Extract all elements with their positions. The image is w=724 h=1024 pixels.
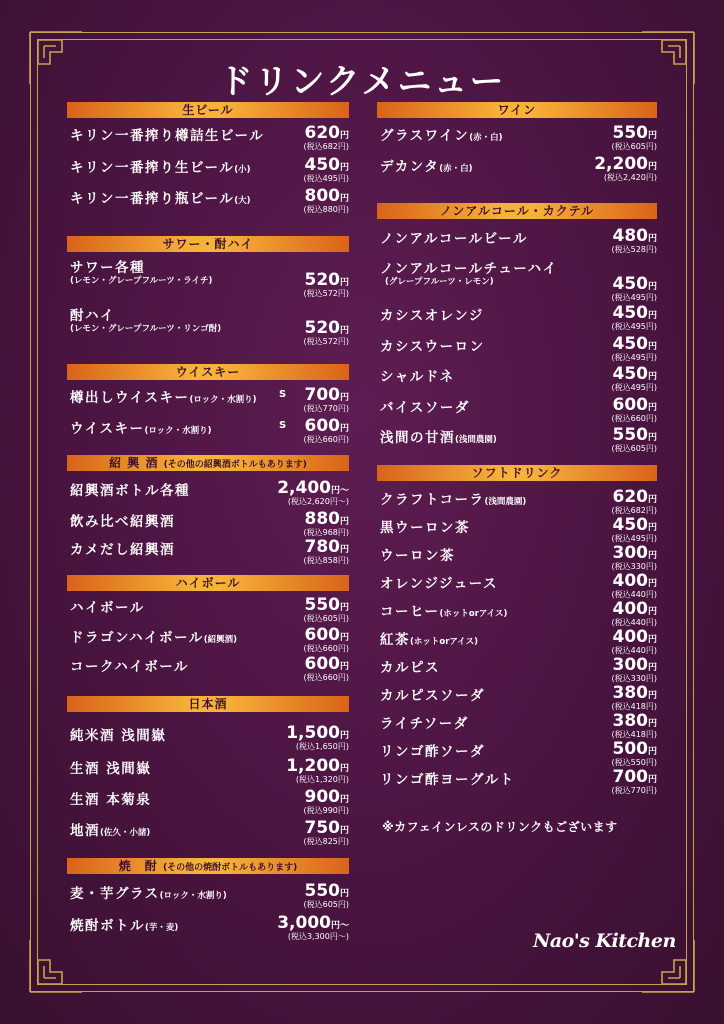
item-tax: (税込418円)	[611, 730, 657, 739]
section-sake	[67, 696, 349, 846]
item-name: グラスワイン(赤・白)	[380, 128, 503, 144]
item-tax: (税込418円)	[611, 702, 657, 711]
item-name: キリン一番搾り生ビール(小)	[70, 160, 251, 176]
item-tax: (税込880円)	[303, 205, 349, 214]
item-tax: (税込660円)	[303, 435, 349, 444]
item-price: 300円	[612, 655, 657, 675]
section-shaoxing	[67, 455, 349, 565]
section-header: ソフトドリンク	[377, 465, 657, 481]
item-price: 2,200円	[594, 154, 657, 174]
item-name: ノンアルコールビール	[380, 231, 528, 247]
item-tax: (税込3,300円〜)	[287, 932, 349, 941]
item-name: 紅茶(ホットorアイス)	[380, 632, 478, 648]
item-name: 樽出しウイスキー(ロック・水割り)	[70, 390, 257, 406]
item-tax: (税込858円)	[303, 556, 349, 565]
item-name: サワー各種	[70, 260, 145, 276]
item-price: 600円	[612, 395, 657, 415]
section-header: 生ビール	[67, 102, 349, 118]
section-header: ワイン	[377, 102, 657, 118]
item-name: カメだし紹興酒	[70, 542, 175, 558]
item-price: 700円	[612, 767, 657, 787]
section-shochu	[67, 858, 349, 941]
item-tax: (税込605円)	[303, 900, 349, 909]
item-name: 黒ウーロン茶	[380, 520, 470, 536]
item-tax: (税込572円)	[303, 337, 349, 346]
item-price: 400円	[612, 599, 657, 619]
item-name: カシスウーロン	[380, 339, 485, 355]
item-name: シャルドネ	[380, 369, 455, 385]
section-non-alcohol	[377, 203, 657, 453]
item-price: 1,200円	[286, 756, 349, 776]
item-tax: (税込682円)	[303, 142, 349, 151]
item-price: 400円	[612, 571, 657, 591]
item-tax: (税込330円)	[611, 674, 657, 683]
item-price: 3,000円〜	[277, 913, 349, 933]
caffeine-free-note: ※カフェインレスのドリンクもございます	[382, 820, 618, 834]
section-wine	[377, 102, 657, 182]
item-name: 浅間の甘酒(浅間農園)	[380, 430, 497, 446]
item-name: クラフトコーラ(浅間農園)	[380, 492, 527, 508]
item-tax: (税込440円)	[611, 618, 657, 627]
item-price: 500円	[612, 739, 657, 759]
item-name: 生酒 浅間嶽	[70, 761, 152, 777]
item-name: 紹興酒ボトル各種	[70, 483, 190, 499]
item-name: 純米酒 浅間嶽	[70, 728, 167, 744]
item-price: 400円	[612, 627, 657, 647]
item-tax: (税込440円)	[611, 646, 657, 655]
item-price: 550円	[612, 425, 657, 445]
item-price: 450円	[612, 515, 657, 535]
item-tax: (税込660円)	[611, 414, 657, 423]
item-name: カシスオレンジ	[380, 308, 484, 324]
item-price: 700円	[304, 385, 349, 405]
item-tax: (税込605円)	[611, 142, 657, 151]
brand-logo: Nao's Kitchen	[533, 930, 676, 952]
item-name: キリン一番搾り瓶ビール(大)	[70, 191, 251, 207]
item-name: 酎ハイ	[70, 308, 115, 324]
size-mark: S	[279, 420, 287, 431]
item-sub: (グレープフルーツ・レモン)	[385, 277, 494, 287]
item-price: 450円	[612, 303, 657, 323]
item-name: ウイスキー(ロック・水割り)	[70, 421, 212, 437]
item-price: 750円	[304, 818, 349, 838]
section-header: ウイスキー	[67, 364, 349, 380]
item-tax: (税込330円)	[611, 562, 657, 571]
item-tax: (税込660円)	[303, 673, 349, 682]
item-name: カルピス	[380, 660, 440, 676]
section-sour	[67, 236, 349, 346]
item-name: ウーロン茶	[380, 548, 455, 564]
item-name: 焼酎ボトル(芋・麦)	[70, 918, 179, 934]
item-tax: (税込495円)	[611, 353, 657, 362]
item-name: デカンタ(赤・白)	[380, 159, 473, 175]
item-price: 600円	[304, 416, 349, 436]
item-tax: (税込495円)	[303, 174, 349, 183]
item-tax: (税込968円)	[303, 528, 349, 537]
item-tax: (税込572円)	[303, 289, 349, 298]
section-header: 日本酒	[67, 696, 349, 712]
item-name: リンゴ酢ソーダ	[380, 744, 485, 760]
item-price: 450円	[304, 155, 349, 175]
item-price: 550円	[304, 595, 349, 615]
page-title: ドリンクメニュー	[218, 62, 506, 102]
item-name: リンゴ酢ヨーグルト	[380, 772, 515, 788]
item-tax: (税込1,650円)	[295, 742, 349, 751]
item-price: 550円	[304, 881, 349, 901]
item-tax: (税込495円)	[611, 534, 657, 543]
item-tax: (税込990円)	[303, 806, 349, 815]
item-price: 380円	[612, 683, 657, 703]
item-tax: (税込550円)	[611, 758, 657, 767]
item-tax: (税込495円)	[611, 293, 657, 302]
item-tax: (税込605円)	[303, 614, 349, 623]
item-tax: (税込1,320円)	[295, 775, 349, 784]
item-price: 600円	[304, 625, 349, 645]
section-header: 紹 興 酒 (その他の紹興酒ボトルもあります)	[67, 455, 349, 471]
item-price: 520円	[304, 318, 349, 338]
item-tax: (税込770円)	[611, 786, 657, 795]
item-price: 450円	[612, 364, 657, 384]
item-price: 520円	[304, 270, 349, 290]
item-name: ハイボール	[70, 600, 145, 616]
item-name: カルピスソーダ	[380, 688, 485, 704]
item-price: 480円	[612, 226, 657, 246]
item-price: 620円	[304, 123, 349, 143]
item-price: 550円	[612, 123, 657, 143]
item-name: 生酒 本菊泉	[70, 792, 152, 808]
item-name: 麦・芋グラス(ロック・水割り)	[70, 886, 227, 902]
item-name: コークハイボール	[70, 659, 189, 675]
item-tax: (税込2,420円)	[603, 173, 657, 182]
item-tax: (税込440円)	[611, 590, 657, 599]
item-tax: (税込495円)	[611, 322, 657, 331]
section-soft-drinks	[377, 465, 657, 795]
section-header: 焼 酎 (その他の焼酎ボトルもあります)	[67, 858, 349, 874]
item-tax: (税込528円)	[611, 245, 657, 254]
item-price: 300円	[612, 543, 657, 563]
item-name: オレンジジュース	[380, 576, 499, 592]
section-header: ハイボール	[67, 575, 349, 591]
section-highball	[67, 575, 349, 682]
section-whisky	[67, 364, 349, 444]
item-name: ノンアルコールチューハイ	[380, 261, 558, 277]
item-price: 2,400円〜	[277, 478, 349, 498]
item-tax: (税込605円)	[611, 444, 657, 453]
item-price: 800円	[304, 186, 349, 206]
item-tax: (税込770円)	[303, 404, 349, 413]
item-price: 1,500円	[286, 723, 349, 743]
item-price: 620円	[612, 487, 657, 507]
section-header: サワー・酎ハイ	[67, 236, 349, 252]
item-name: ドラゴンハイボール(紹興酒)	[70, 630, 238, 646]
item-price: 380円	[612, 711, 657, 731]
item-name: バイスソーダ	[380, 400, 470, 416]
item-price: 450円	[612, 334, 657, 354]
item-price: 600円	[304, 654, 349, 674]
item-name: コーヒー(ホットorアイス)	[380, 604, 508, 620]
section-header: ノンアルコール・カクテル	[377, 203, 657, 219]
item-tax: (税込682円)	[611, 506, 657, 515]
item-tax: (税込2,620円〜)	[287, 497, 349, 506]
item-price: 900円	[304, 787, 349, 807]
item-tax: (税込660円)	[303, 644, 349, 653]
item-price: 880円	[304, 509, 349, 529]
item-price: 780円	[304, 537, 349, 557]
corner-ornament-icon	[28, 938, 84, 994]
section-beer	[67, 102, 349, 214]
item-name: キリン一番搾り樽詰生ビール	[70, 128, 265, 144]
item-name: 地酒(佐久・小諸)	[70, 823, 151, 839]
item-tax: (税込825円)	[303, 837, 349, 846]
item-sub: (レモン・グレープフルーツ・リンゴ酎)	[70, 324, 222, 334]
item-tax: (税込495円)	[611, 383, 657, 392]
item-sub: (レモン・グレープフルーツ・ライチ)	[70, 276, 213, 286]
item-name: ライチソーダ	[380, 716, 469, 732]
item-price: 450円	[612, 274, 657, 294]
size-mark: S	[279, 389, 287, 400]
item-name: 飲み比べ紹興酒	[70, 514, 175, 530]
